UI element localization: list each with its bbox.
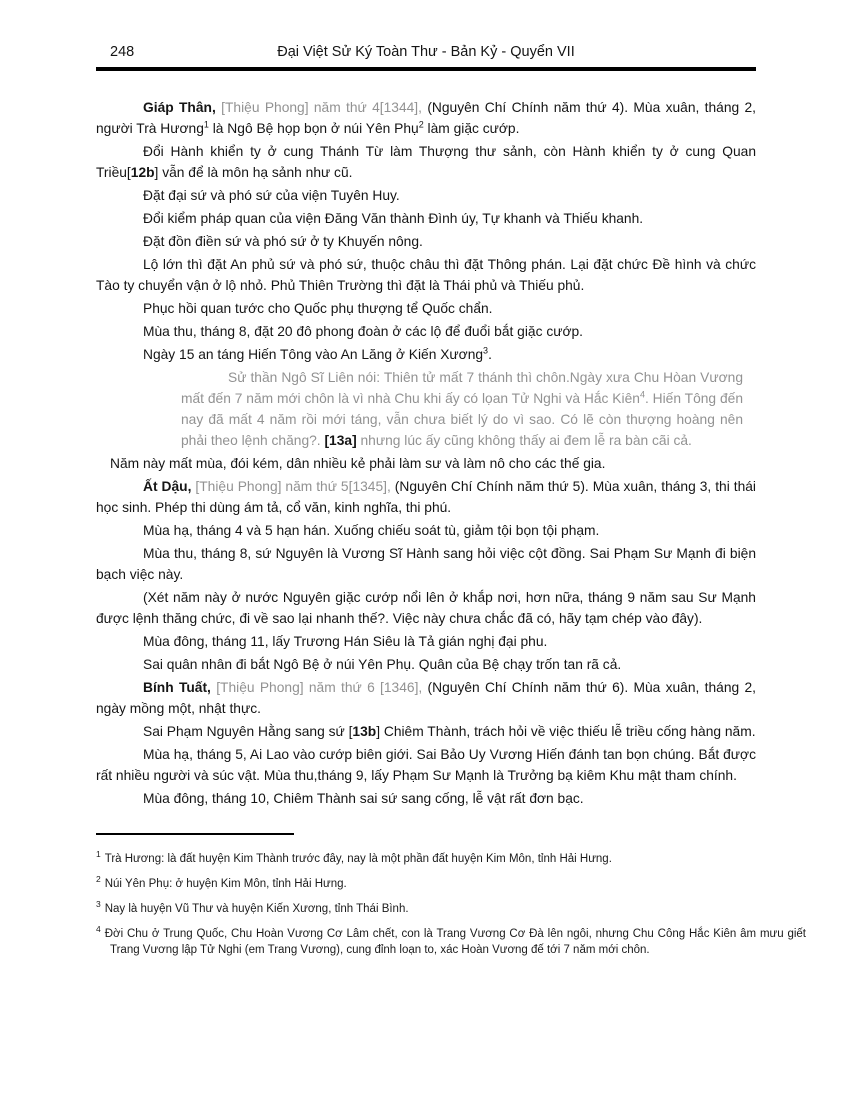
- text-run: Phục hồi quan tước cho Quốc phụ thượng tể Quốc chẩn.: [143, 301, 493, 316]
- paragraph: [96, 231, 756, 252]
- footnote-text: Núi Yên Phụ: ở huyện Kim Môn, tỉnh Hải Hưng.: [104, 878, 347, 890]
- era-name-text: . Hiến Tông đến nay đã mất 4 năm rồi mới táng, vẫn chưa biết lý do vì sao. Có lẽ còn thượng hoàng nên phải theo lệnh chăng?.: [181, 391, 743, 448]
- paragraph: [96, 208, 756, 229]
- text-run: Mùa thu, tháng 8, đặt 20 đô phong đoàn ở các lộ để đuổi bắt giặc cướp.: [143, 324, 584, 339]
- text-run: .: [488, 347, 492, 362]
- era-name-text: nhưng lúc ấy cũng không thấy ai đem lễ ra bàn cãi cả.: [356, 433, 692, 448]
- footnote-ref: 4: [639, 389, 645, 400]
- text-run: Ngày 15 an táng Hiến Tông vào An Lăng ở Kiến Xương: [143, 347, 484, 362]
- year-heading: Bính Tuất,: [143, 680, 211, 695]
- folio-marker: 13b: [352, 724, 377, 739]
- paragraph-at-dau: [96, 476, 756, 518]
- paragraph-binh-tuat: [96, 677, 756, 719]
- page-number: 248: [110, 44, 135, 60]
- era-name-text: [Thiệu Phong] năm thứ 6 [1346],: [216, 680, 423, 695]
- page-title: Đại Việt Sử Ký Toàn Thư - Bản Kỷ - Quyển VII: [277, 44, 575, 60]
- text-run: ] vẫn để là môn hạ sảnh như cũ.: [154, 165, 353, 180]
- footnote: [96, 851, 806, 867]
- footnote-text: Nay là huyện Vũ Thư và huyện Kiến Xương, tỉnh Thái Bình.: [104, 903, 409, 915]
- document-body: [96, 97, 756, 809]
- footnote-text: Trà Hương: là đất huyện Kim Thành trước đây, nay là một phần đất huyện Kim Môn, tỉnh Hải Hưng.: [104, 853, 612, 865]
- historian-comment: [181, 367, 743, 451]
- paragraph: [96, 587, 756, 629]
- paragraph: [96, 141, 756, 183]
- text-run: Đổi Hành khiển ty ở cung Thánh Từ làm Thượng thư sảnh, còn Hành khiển ty ở cung Quan Triều[: [96, 144, 756, 180]
- folio-marker: 12b: [130, 165, 155, 180]
- text-run: làm giặc cướp.: [423, 121, 520, 136]
- footnote-number: 4: [96, 924, 101, 935]
- footnote: [96, 876, 806, 892]
- paragraph: [96, 453, 756, 474]
- text-run: Mùa hạ, tháng 4 và 5 hạn hán. Xuống chiếu soát tù, giảm tội bọn tội phạm.: [143, 523, 600, 538]
- text-run: Mùa đông, tháng 10, Chiêm Thành sai sứ sang cống, lễ vật rất đơn bạc.: [143, 791, 584, 806]
- paragraph: [96, 254, 756, 296]
- paragraph: [96, 344, 756, 365]
- text-run: Lộ lớn thì đặt An phủ sứ và phó sứ, thuộc châu thì đặt Thông phán. Lại đặt chức Đề hình và chức Tào ty chuyển vận ở lộ nhỏ. Phủ Thiên Trường thì đặt là Thái phủ và Thiếu phủ.: [96, 257, 756, 293]
- page-header: [96, 44, 756, 71]
- text-run: Mùa thu, tháng 8, sứ Nguyên là Vương Sĩ Hành sang hỏi việc cột đồng. Sai Phạm Sư Mạnh đi biện bạch việc này.: [96, 546, 756, 582]
- paragraph: [96, 788, 756, 809]
- footnote-ref: 1: [203, 119, 209, 130]
- paragraph: [96, 321, 756, 342]
- paragraph: [96, 185, 756, 206]
- footnote-ref: 2: [418, 119, 424, 130]
- year-heading: Ất Dậu,: [143, 479, 192, 494]
- text-run: Mùa hạ, tháng 5, Ai Lao vào cướp biên giới. Sai Bảo Uy Vương Hiến đánh tan bọn chúng. Bắt được rất nhiều người và súc vật. Mùa thu,tháng 9, lấy Phạm Sư Mạnh là Trưởng bạ kiêm Khu mật tham chính.: [96, 747, 756, 783]
- text-run: Mùa đông, tháng 11, lấy Trương Hán Siêu là Tả gián nghị đại phu.: [143, 634, 548, 649]
- text-run: (Nguyên Chí Chính năm thứ 4). Mùa xuân, tháng 2, người Trà Hương: [96, 100, 757, 136]
- paragraph: [96, 721, 756, 742]
- footnote: [96, 901, 806, 917]
- footnote: [96, 926, 806, 958]
- text-run: là Ngô Bệ họp bọn ở núi Yên Phụ: [208, 121, 419, 136]
- text-run: (Nguyên Chí Chính năm thứ 5). Mùa xuân, tháng 3, thi thái học sinh. Phép thi dùng ám tả, cổ văn, kinh nghĩa, thi phú.: [96, 479, 756, 515]
- era-name-text: [Thiệu Phong] năm thứ 5[1345],: [195, 479, 391, 494]
- text-run: Sai quân nhân đi bắt Ngô Bệ ở núi Yên Phụ. Quân của Bệ chạy trốn tan rã cả.: [143, 657, 622, 672]
- footnotes-list: [96, 851, 806, 958]
- paragraph-giap-than: [96, 97, 756, 139]
- text-run: (Nguyên Chí Chính năm thứ 6). Mùa xuân, tháng 2, ngày mồng một, nhật thực.: [96, 680, 756, 716]
- paragraph: [96, 744, 756, 786]
- text-run: Đặt đại sứ và phó sứ của viện Tuyên Huy.: [143, 188, 400, 203]
- text-run: Đặt đồn điền sứ và phó sứ ở ty Khuyến nông.: [143, 234, 423, 249]
- footnote-number: 3: [96, 899, 101, 910]
- era-name-text: [Thiệu Phong] năm thứ 4[1344],: [221, 100, 422, 115]
- paragraph: [96, 543, 756, 585]
- text-run: Năm này mất mùa, đói kém, dân nhiều kẻ phải làm sư và làm nô cho các thế gia.: [110, 456, 606, 471]
- era-name-text: Sử thần Ngô Sĩ Liên nói: Thiên tử mất 7 thánh thì chôn.Ngày xưa Chu Hòan Vương mất đến 7 năm mới chôn là vì nhà Chu khi ấy có lọan Tử Nghi và Hắc Kiên: [181, 370, 743, 406]
- text-run: Sai Phạm Nguyên Hằng sang sứ [: [143, 724, 353, 739]
- paragraph: [96, 298, 756, 319]
- footnote-number: 2: [96, 874, 101, 885]
- text-run: Đổi kiểm pháp quan của viện Đăng Văn thành Đình úy, Tự khanh và Thiếu khanh.: [143, 211, 644, 226]
- paragraph: [96, 631, 756, 652]
- paragraph: [96, 654, 756, 675]
- footnote-divider: [96, 833, 294, 835]
- year-heading: Giáp Thân,: [143, 100, 216, 115]
- footnote-text: Đời Chu ở Trung Quốc, Chu Hoàn Vương Cơ Lâm chết, con là Trang Vương Cơ Đà lên ngôi, nhưng Chu Công Hắc Kiên âm mưu giết Trang Vương lập Tử Nghi (em Trang Vương), cung đỉnh loạn to, xác Hoàn Vương đế tới 7 năm mới chôn.: [104, 928, 806, 956]
- footnote-number: 1: [96, 849, 101, 860]
- text-run: ] Chiêm Thành, trách hỏi về việc thiếu lễ triều cống hàng năm.: [376, 724, 756, 739]
- footnote-ref: 3: [483, 345, 489, 356]
- text-run: (Xét năm này ở nước Nguyên giặc cướp nổi lên ở khắp nơi, hơn nữa, tháng 9 năm sau Sư Mạnh được lệnh thăng chức, đi về sao lại nhanh thế?. Việc này chưa chắc đã có, hãy tạm chép vào đây).: [96, 590, 756, 626]
- paragraph: [96, 520, 756, 541]
- folio-marker: [13a]: [324, 433, 357, 448]
